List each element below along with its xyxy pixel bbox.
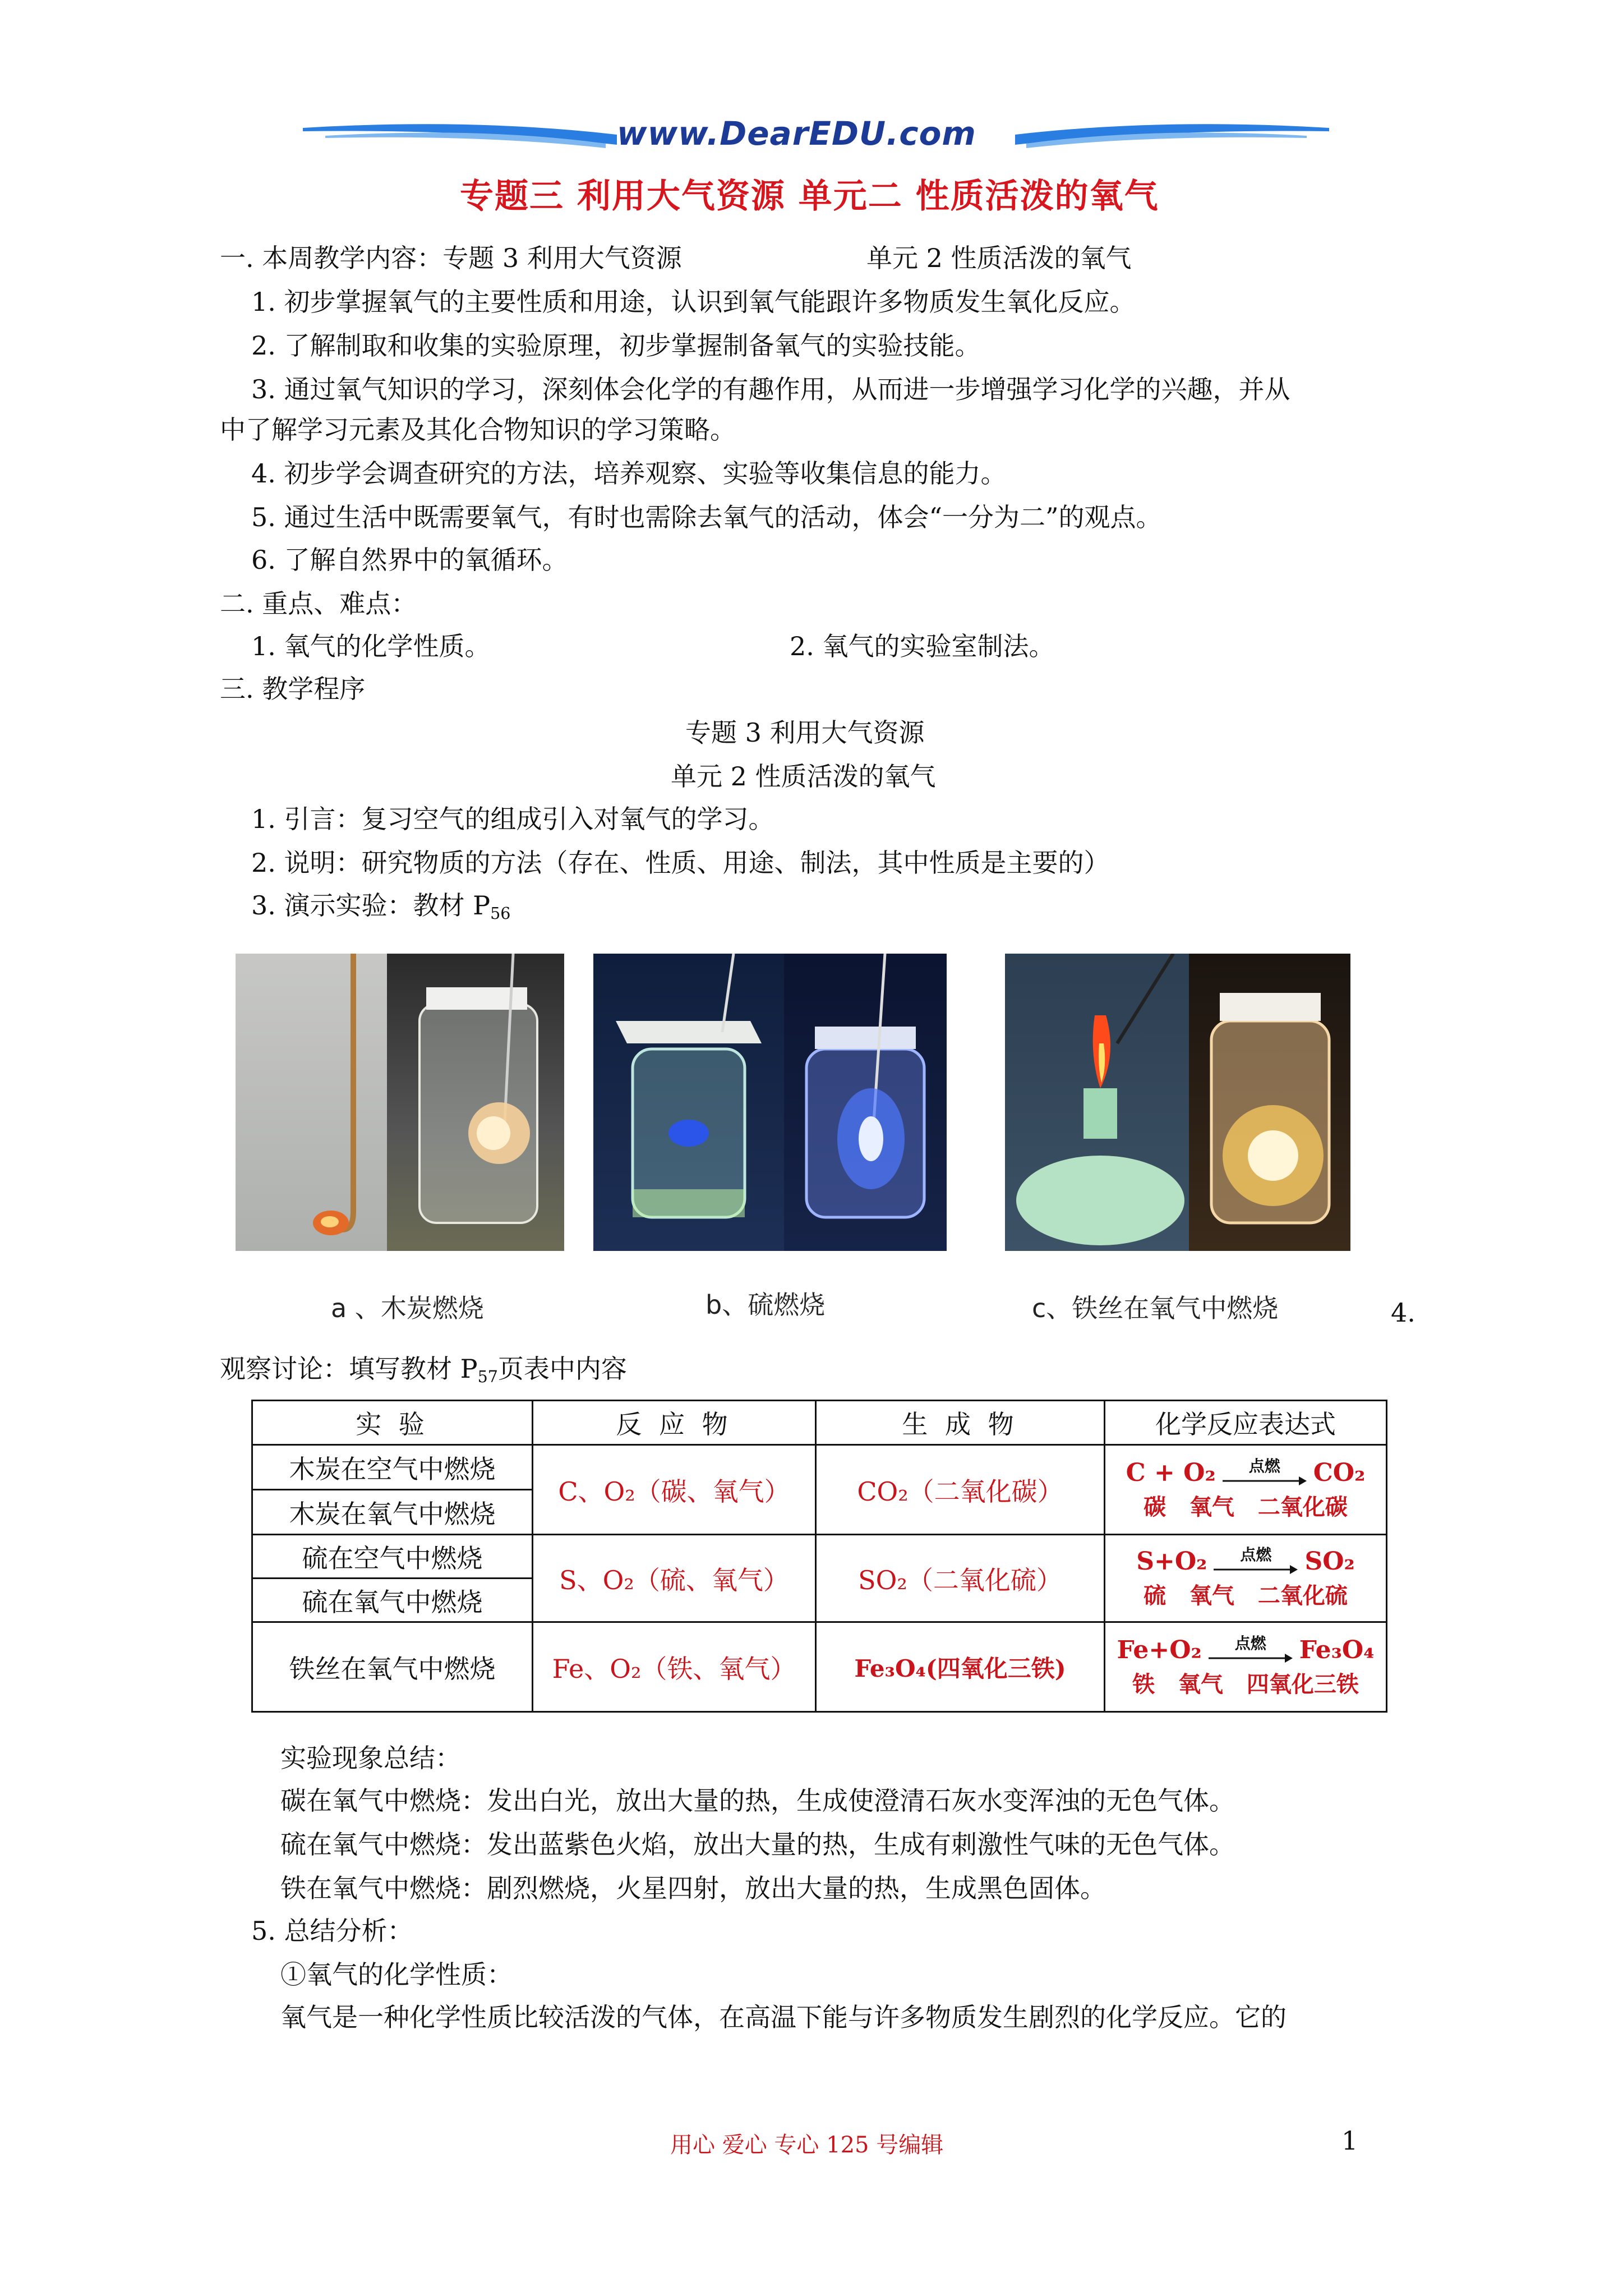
- condition-label: 点燃: [1234, 1634, 1266, 1653]
- summary-iron: 铁在氧气中燃烧：剧烈燃烧，火星四射，放出大量的热，生成黑色固体。: [280, 1873, 1106, 1903]
- analysis-sub1: ①氧气的化学性质：: [280, 1959, 513, 1990]
- eq-left: S+O₂: [1136, 1547, 1207, 1576]
- objective-3-cont: 中了解学习元素及其化合物知识的学习策略。: [220, 415, 736, 445]
- eq-left: Fe+O₂: [1117, 1636, 1202, 1664]
- section3-heading: 三. 教学程序: [220, 674, 366, 704]
- caption-b: b、硫燃烧: [706, 1290, 826, 1320]
- analysis-heading: 5. 总结分析：: [251, 1916, 413, 1946]
- item-number-4: 4.: [1391, 1297, 1415, 1328]
- section1-heading-right: 单元 2 性质活泼的氧气: [866, 243, 1132, 273]
- objective-2: 2. 了解制取和收集的实验原理，初步掌握制备氧气的实验技能。: [251, 330, 981, 361]
- footer-text: 用心 爱心 专心 125 号编辑: [670, 2132, 944, 2158]
- objective-6: 6. 了解自然界中的氧循环。: [251, 545, 568, 575]
- product-cell: Fe₃O₄(四氧化三铁): [816, 1622, 1105, 1712]
- experiment-cell: 硫在空气中燃烧: [252, 1535, 533, 1579]
- sulfur-air-photo: [593, 954, 784, 1251]
- page-title: 专题三 利用大气资源 单元二 性质活泼的氧气: [460, 177, 1159, 216]
- analysis-text: 氧气是一种化学性质比较活泼的气体，在高温下能与许多物质发生剧烈的化学反应。它的: [280, 2002, 1287, 2032]
- equation-cell: [1105, 1535, 1387, 1622]
- eq-names: 碳 氧气 二氧化碳: [1144, 1494, 1348, 1520]
- summary-sulfur: 硫在氧气中燃烧：发出蓝紫色火焰，放出大量的热，生成有刺激性气味的无色气体。: [280, 1829, 1235, 1860]
- col-equation: 化学反应表达式: [1105, 1401, 1387, 1445]
- experiment-cell: 木炭在氧气中燃烧: [252, 1490, 533, 1535]
- table-row: [252, 1445, 1387, 1490]
- product-cell: SO₂（二氧化硫）: [816, 1535, 1105, 1622]
- step-2: 2. 说明：研究物质的方法（存在、性质、用途、制法，其中性质是主要的）: [251, 848, 1110, 878]
- eq-names: 硫 氧气 二氧化硫: [1144, 1582, 1348, 1609]
- summary-heading: 实验现象总结：: [280, 1743, 461, 1773]
- arrow-right-icon: [1209, 1652, 1293, 1664]
- condition-label: 点燃: [1240, 1545, 1272, 1564]
- eq-right: SO₂: [1304, 1547, 1355, 1576]
- table-header-row: [252, 1401, 1387, 1445]
- discussion-line: 观察讨论：填写教材 $P_{57}$页表中内容: [220, 1354, 627, 1386]
- iron-oxygen-photo: [1189, 954, 1350, 1251]
- eq-right: CO₂: [1313, 1458, 1366, 1487]
- col-reactants: 反 应 物: [533, 1401, 816, 1445]
- equation-cell: [1105, 1622, 1387, 1712]
- col-experiment: 实 验: [252, 1401, 533, 1445]
- summary-carbon: 碳在氧气中燃烧：发出白光，放出大量的热，生成使澄清石灰水变浑浊的无色气体。: [280, 1786, 1235, 1816]
- experiment-cell: 木炭在空气中燃烧: [252, 1445, 533, 1490]
- reactant-cell: S、O₂（硫、氧气）: [533, 1535, 816, 1622]
- eq-right: Fe₃O₄: [1299, 1636, 1375, 1664]
- objective-1: 1. 初步掌握氧气的主要性质和用途，认识到氧气能跟许多物质发生氧化反应。: [251, 287, 1136, 317]
- objective-4: 4. 初步学会调查研究的方法，培养观察、实验等收集信息的能力。: [251, 458, 1007, 489]
- keypoint-2: 2. 氧气的实验室制法。: [790, 631, 1055, 661]
- section1-heading-left: 一. 本周教学内容：专题 3 利用大气资源: [220, 243, 682, 273]
- step-1: 1. 引言：复习空气的组成引入对氧气的学习。: [251, 804, 774, 834]
- charcoal-jar-photo: [387, 954, 564, 1251]
- reaction-table: [251, 1400, 1387, 1713]
- caption-a: a 、木炭燃烧: [331, 1293, 484, 1323]
- step-3: 3. 演示实验：教材 $P_{56}$: [251, 890, 511, 923]
- eq-left: C + O₂: [1126, 1458, 1216, 1487]
- reactant-cell: C、O₂（碳、氧气）: [533, 1445, 816, 1535]
- charcoal-wire-photo: [236, 954, 387, 1251]
- caption-c: c、铁丝在氧气中燃烧: [1032, 1293, 1279, 1323]
- keypoint-1: 1. 氧气的化学性质。: [251, 631, 491, 661]
- center-subtitle-2: 单元 2 性质活泼的氧气: [671, 761, 936, 792]
- header-banner: [303, 112, 1329, 163]
- table-row: [252, 1622, 1387, 1712]
- objective-5: 5. 通过生活中既需要氧气，有时也需除去氧气的活动，体会“一分为二”的观点。: [251, 502, 1162, 532]
- experiment-cell: 铁丝在氧气中燃烧: [252, 1622, 533, 1712]
- eq-names: 铁 氧气 四氧化三铁: [1132, 1671, 1359, 1697]
- reactant-cell: Fe、O₂（铁、氧气）: [533, 1622, 816, 1712]
- table-row: [252, 1535, 1387, 1579]
- equation-cell: [1105, 1445, 1387, 1535]
- site-logo-text: www.DearEDU.com: [617, 114, 976, 153]
- experiment-cell: 硫在氧气中燃烧: [252, 1579, 533, 1622]
- arrow-right-icon: [1214, 1563, 1298, 1576]
- iron-heating-photo: [1005, 954, 1189, 1251]
- condition-label: 点燃: [1248, 1457, 1280, 1475]
- sulfur-oxygen-photo: [784, 954, 947, 1251]
- objective-3: 3. 通过氧气知识的学习，深刻体会化学的有趣作用，从而进一步增强学习化学的兴趣，并从: [251, 374, 1290, 404]
- center-subtitle-1: 专题 3 利用大气资源: [685, 717, 925, 748]
- section2-heading: 二. 重点、难点：: [220, 588, 417, 619]
- page-number: 1: [1341, 2125, 1358, 2156]
- product-cell: CO₂（二氧化碳）: [816, 1445, 1105, 1535]
- arrow-right-icon: [1223, 1475, 1307, 1487]
- col-products: 生 成 物: [816, 1401, 1105, 1445]
